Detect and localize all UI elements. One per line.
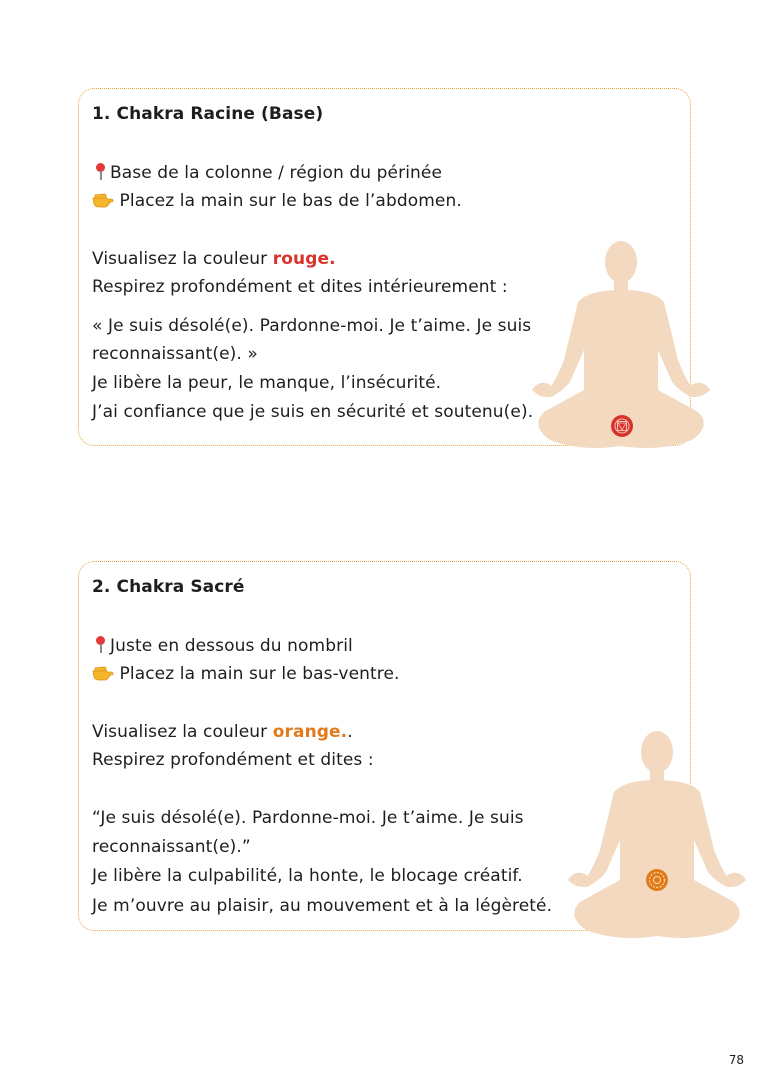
visualize-prefix: Visualisez la couleur [92, 722, 273, 742]
mantra-line-2: reconnaissant(e). » [92, 344, 258, 364]
release-line: Je libère la culpabilité, la honte, le blocage créatif. [92, 866, 523, 886]
visualize-line [92, 721, 353, 743]
location-text: Juste en dessous du nombril [110, 636, 353, 656]
page-number: 78 [728, 1053, 744, 1067]
card-title: 2. Chakra Sacré [92, 577, 245, 597]
hand-instruction-text: Placez la main sur le bas de l’abdomen. [119, 191, 462, 211]
visualize-prefix: Visualisez la couleur [92, 249, 273, 269]
root-chakra-symbol [611, 415, 633, 437]
mantra-line-1: « Je suis désolé(e). Pardonne-moi. Je t’aime. Je suis [92, 316, 532, 336]
hand-instruction-line [92, 189, 462, 212]
round-pushpin-icon [92, 161, 110, 181]
affirmation-line: Je m’ouvre au plaisir, au mouvement et à la légèreté. [92, 896, 553, 916]
sacral-chakra-symbol [646, 869, 668, 891]
affirmation-line: J’ai confiance que je suis en sécurité et soutenu(e). [92, 402, 534, 422]
pointing-hand-icon [92, 662, 114, 682]
meditating-figure-root [530, 240, 712, 454]
meditating-figure-sacral [566, 730, 748, 944]
breathe-line: Respirez profondément et dites intérieurement : [92, 277, 508, 297]
location-line [92, 161, 442, 184]
release-line: Je libère la peur, le manque, l’insécurité. [92, 373, 442, 393]
color-suffix: . [347, 722, 353, 742]
mantra-line-2: reconnaissant(e).” [92, 837, 251, 857]
round-pushpin-icon [92, 634, 110, 654]
hand-instruction-line [92, 662, 400, 685]
color-word: orange. [272, 722, 348, 742]
location-text: Base de la colonne / région du périnée [110, 163, 443, 183]
location-line [92, 634, 353, 657]
card-title: 1. Chakra Racine (Base) [92, 104, 324, 124]
hand-instruction-text: Placez la main sur le bas-ventre. [119, 664, 400, 684]
breathe-line: Respirez profondément et dites : [92, 750, 374, 770]
mantra-line-1: “Je suis désolé(e). Pardonne-moi. Je t’aime. Je suis [92, 808, 524, 828]
pointing-hand-icon [92, 189, 114, 209]
visualize-line [92, 248, 336, 270]
color-word: rouge. [272, 249, 336, 269]
